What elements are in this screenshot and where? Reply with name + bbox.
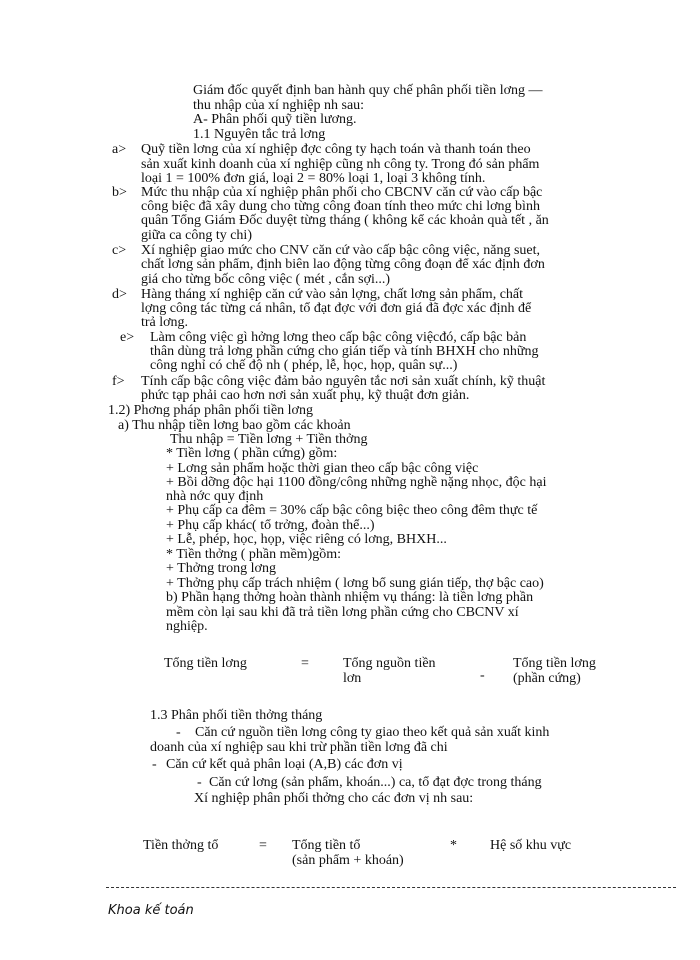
formula1-minus: -	[480, 668, 485, 683]
s12-line: nghiệp.	[166, 619, 208, 634]
item-b-line: quân Tổng Giám Đốc duyệt từng tháng ( không kể các khoản quà tết , ăn	[141, 213, 549, 228]
item-d-line: Hàng tháng xí nghiệp căn cứ vào sản lợng, chất lơng sản phẩm, chất	[141, 287, 524, 302]
s12-line: b) Phần hạng thởng hoàn thành nhiệm vụ tháng: là tiền lơng phần	[166, 590, 534, 605]
item-e-marker: e>	[120, 330, 135, 345]
s12-line: + Phụ cấp khác( tổ trởng, đoàn thể...)	[166, 518, 375, 533]
item-b-line: Mức thu nhập của xí nghiệp phân phối cho CBCNV căn cứ vào cấp bậc	[141, 185, 543, 200]
s13-p2: Căn cứ kết quả phân loại (A,B) các đơn vị	[166, 757, 403, 772]
item-f-line: phức tạp phải cao hơn nơi sản xuất phụ, kỹ thuật đơn giản.	[141, 388, 470, 403]
subheading-a: a) Thu nhập tiền lơng bao gồm các khoản	[118, 418, 351, 433]
item-d-line: trả lơng.	[141, 315, 189, 330]
heading-a: A- Phân phối quỹ tiền lương.	[193, 112, 357, 127]
s12-line: nhà nớc quy định	[166, 489, 264, 504]
formula2-right: Hệ số khu vực	[490, 838, 572, 853]
item-d-line: lợng công tác từng cá nhân, tổ đạt đợc với đơn giá đã đợc xác định để	[141, 301, 532, 316]
footer-divider	[106, 887, 676, 888]
formula2-mid-2: (sản phẩm + khoán)	[292, 853, 404, 868]
s12-line: + Phụ cấp ca đêm = 30% cấp bậc công biệc theo công đêm thực tế	[166, 503, 538, 518]
item-c-marker: c>	[112, 243, 127, 258]
formula2-mid-1: Tổng tiền tổ	[292, 838, 361, 853]
item-b-marker: b>	[112, 185, 127, 200]
formula1-equals: =	[301, 656, 309, 671]
s12-line: + Lễ, phép, học, họp, việc riêng có lơng, BHXH...	[166, 532, 447, 547]
formula1-mid-1: Tổng nguồn tiền	[343, 656, 436, 671]
s13-p3-line1: Căn cứ lơng (sản phẩm, khoán...) ca, tổ đạt đợc trong tháng	[209, 775, 542, 790]
s12-line: + Lơng sản phẩm hoặc thời gian theo cấp bậc công việc	[166, 461, 479, 476]
formula2-left: Tiền thởng tổ	[143, 838, 219, 853]
s12-line: + Bồi dỡng độc hại 1100 đồng/công những nghề nặng nhọc, độc hại	[166, 475, 547, 490]
heading-1-3: 1.3 Phân phối tiền thởng tháng	[150, 708, 323, 723]
income-formula: Thu nhập = Tiền lơng + Tiền thởng	[170, 432, 368, 447]
bullet-dash: -	[197, 775, 202, 790]
heading-1-2: 1.2) Phơng pháp phân phối tiền lơng	[108, 403, 313, 418]
s12-line: + Thởng phụ cấp trách nhiệm ( lơng bổ sung gián tiếp, thợ bậc cao)	[166, 576, 544, 591]
item-c-line: giá cho từng bốc công việc ( mét , cắn sợi...)	[141, 272, 391, 287]
item-a-line: loại 1 = 100% đơn giá, loại 2 = 80% loại 1, loại 3 không tính.	[141, 171, 486, 186]
bullet-dash: -	[176, 725, 181, 740]
s12-line: + Thởng trong lơng	[166, 561, 276, 576]
item-a-marker: a>	[112, 142, 127, 157]
bullet-dash: -	[152, 757, 157, 772]
item-f-marker: f>	[112, 374, 125, 389]
intro-line-1: Giám đốc quyết định ban hành quy chế phân phối tiền lơng —	[193, 83, 543, 98]
item-e-line: công nghỉ có chế độ nh ( phép, lễ, học, họp, quân sự...)	[150, 358, 458, 373]
s12-line: mềm còn lại sau khi đã trả tiền lơng phần cứng cho CBCNV xí	[166, 605, 519, 620]
formula1-right-2: (phần cứng)	[513, 671, 581, 686]
s13-p1-line2: doanh của xí nghiệp sau khi trừ phần tiền lơng đã chi	[150, 740, 448, 755]
formula1-left: Tổng tiền lơng	[164, 656, 247, 671]
s12-line: * Tiền lơng ( phần cứng) gồm:	[166, 446, 338, 461]
item-a-line: Quỹ tiền lơng của xí nghiệp đợc công ty hạch toán và thanh toán theo	[141, 142, 531, 157]
s13-p1-line1: Căn cứ nguồn tiền lơng công ty giao theo kết quả sản xuất kinh	[195, 725, 550, 740]
item-e-line: Làm công việc gì hởng lơng theo cấp bậc công việcđó, cấp bậc bản	[150, 330, 527, 345]
s13-p3-line2: Xí nghiệp phân phối thởng cho các đơn vị nh sau:	[194, 791, 474, 806]
intro-line-2: thu nhập của xí nghiệp nh sau:	[193, 98, 365, 113]
item-f-line: Tính cấp bậc công việc đảm bảo nguyên tắc nơi sản xuất chính, kỹ thuật	[141, 374, 546, 389]
formula1-right-1: Tổng tiền lơng	[513, 656, 596, 671]
item-a-line: sản xuất kinh doanh của xí nghiệp cũng nh công ty. Trong đó sản phẩm	[141, 157, 540, 172]
formula1-mid-2: lơn	[343, 671, 362, 686]
heading-1-1: 1.1 Nguyên tắc trả lơng	[193, 127, 326, 142]
footer-label: Khoa kế toán	[108, 903, 194, 918]
item-e-line: thân dùng trả lơng phần cứng cho gián tiếp và tính BHXH cho những	[150, 344, 539, 359]
formula2-times: *	[450, 838, 457, 853]
item-d-marker: d>	[112, 287, 127, 302]
item-c-line: chất lơng sản phẩm, định biên lao động từng công đoạn để xác định đơn	[141, 257, 545, 272]
item-b-line: công biệc đã xây dung cho từng công đoan tính theo mức chi lơng bình	[141, 199, 540, 214]
s12-line: * Tiền thởng ( phần mềm)gồm:	[166, 547, 342, 562]
item-b-line: giữa ca công ty chi)	[141, 228, 252, 243]
item-c-line: Xí nghiệp giao mức cho CNV căn cứ vào cấp bậc công việc, năng suet,	[141, 243, 541, 258]
formula2-equals: =	[259, 838, 267, 853]
